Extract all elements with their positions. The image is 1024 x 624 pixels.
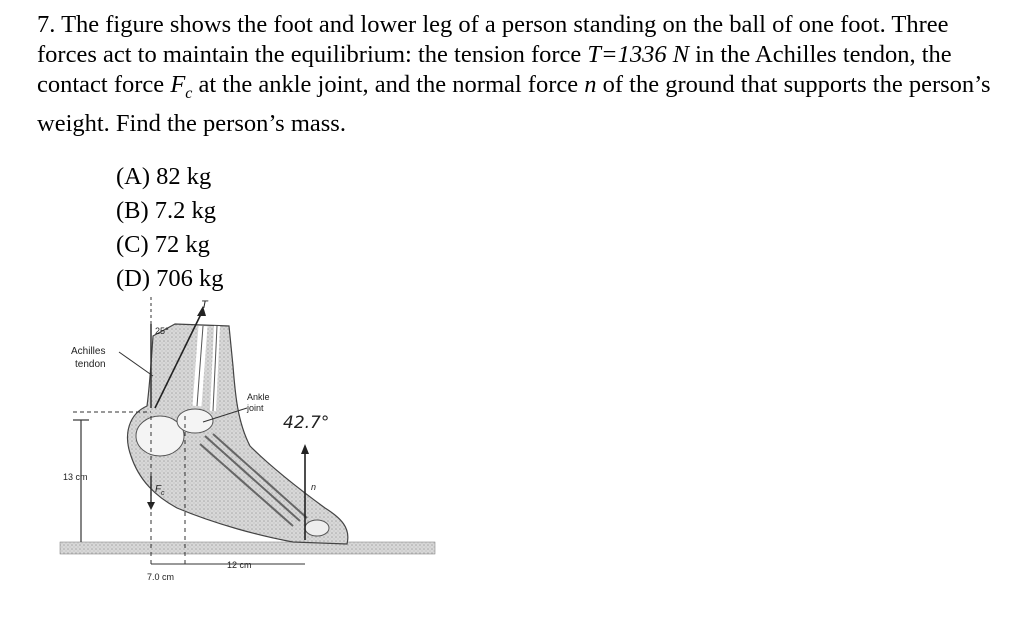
question-number: 7. [37,11,56,38]
foot-figure [55,296,440,596]
normal-force-arrowhead [301,444,309,454]
question-text [37,10,1012,139]
ankle-label-line2: joint [247,403,264,413]
distance-label-2: 12 cm [227,560,252,570]
angle-label: 25° [155,326,169,336]
toe-joint [305,520,329,536]
achilles-pointer [119,352,153,376]
question-body-4: of the ground that supports the person’s weight. Find the person’s mass. [37,71,991,137]
tension-value: =1336 N [601,41,690,68]
achilles-label-line1: Achilles [71,346,106,357]
tension-symbol: T [587,41,602,68]
contact-force-symbol: F [170,71,186,98]
question-body-3: at the ankle joint, and the normal force [192,71,585,98]
option-b[interactable]: (B) 7.2 kg [116,197,217,224]
contact-force-label: F [155,484,162,495]
option-d[interactable]: (D) 706 kg [116,265,224,292]
ankle-label-line1: Ankle [247,392,270,402]
achilles-label-line2: tendon [75,359,106,370]
normal-force-symbol: n [584,71,597,98]
question-body-2: in the Achilles tendon, the contact force [37,41,952,98]
contact-force-subscript: c [185,84,193,102]
height-label: 13 cm [63,472,88,482]
option-c[interactable]: (C) 72 kg [116,231,210,258]
option-a[interactable]: (A) 82 kg [116,163,212,190]
contact-force-label-sub: c [161,490,165,497]
ground [60,542,435,554]
normal-force-label: n [311,482,317,492]
handwritten-angle: 42.7° [283,413,330,433]
question-body-1: The figure shows the foot and lower leg of a person standing on the ball of one foot. Three forces act to maintain the equilibrium: the tension force [37,11,949,68]
distance-label-1: 7.0 cm [147,572,175,582]
answer-options [116,160,224,296]
foot-diagram [55,296,440,596]
tension-label: T [201,299,208,311]
